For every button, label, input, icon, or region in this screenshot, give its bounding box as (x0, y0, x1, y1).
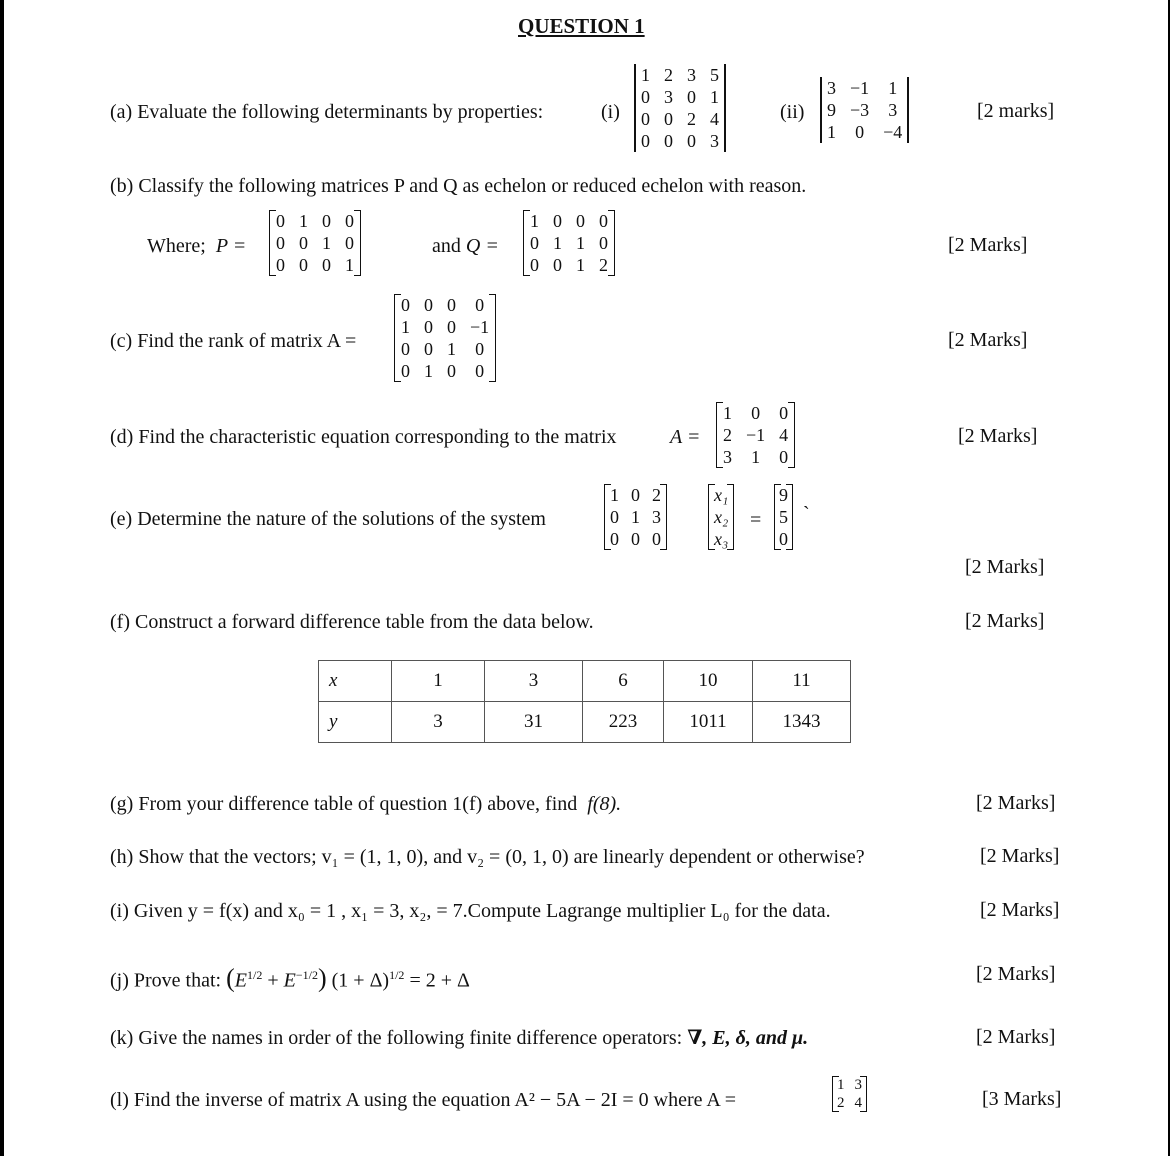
matrix-cell: 1 (610, 485, 619, 505)
table-row-x (319, 661, 851, 702)
matrix-cell: 0 (475, 295, 485, 315)
question-d-text: (d) Find the characteristic equation corresponding to the matrix (110, 426, 617, 448)
q-label: Q = (465, 235, 499, 257)
matrix-cell: 0 (401, 295, 410, 315)
question-k-body: (k) Give the names in order of the following finite difference operators: (110, 1027, 683, 1049)
matrix-cell: 0 (276, 255, 285, 275)
determinant-1 (634, 64, 726, 152)
question-k-marks: [2 Marks] (976, 1026, 1056, 1048)
determinant-2 (820, 77, 909, 143)
matrix-cell: 0 (610, 507, 619, 527)
table-row-y (319, 702, 851, 743)
y-cell: 1011 (664, 702, 753, 743)
matrix-cell: 1 (827, 122, 836, 142)
matrix-row (634, 86, 726, 108)
matrix-cell: 0 (475, 361, 485, 381)
matrix-row (716, 402, 795, 424)
matrix-row (604, 506, 667, 528)
matrix-cell: 0 (276, 233, 285, 253)
matrix-cell: 1 (530, 211, 539, 231)
matrix-cell: 0 (530, 233, 539, 253)
matrix-cell: 1 (888, 78, 898, 98)
shift-operator-e-2: E (283, 969, 296, 992)
matrix-cell: 1 (401, 317, 410, 337)
question-b-where (147, 234, 246, 258)
vector-e-x (708, 484, 734, 550)
matrix-cell: 2 (837, 1095, 845, 1111)
matrix-q (523, 210, 615, 276)
matrix-row (832, 1076, 867, 1094)
matrix-cell: 0 (345, 211, 354, 231)
matrix-cell: 0 (401, 361, 410, 381)
matrix-cell: 0 (664, 131, 673, 151)
question-h-marks: [2 Marks] (980, 845, 1060, 867)
matrix-cell: 0 (447, 295, 456, 315)
matrix-row (269, 210, 361, 232)
matrix-cell: −4 (883, 122, 903, 142)
matrix-row (269, 232, 361, 254)
matrix-cell: 1 (710, 87, 719, 107)
question-a-label-i: (i) (601, 101, 620, 123)
matrix-row (708, 506, 734, 528)
question-a-label-ii: (ii) (780, 101, 805, 123)
matrix-cell: 2 (687, 109, 696, 129)
matrix-row (269, 254, 361, 276)
matrix-cell: 0 (599, 233, 608, 253)
question-g-body: (g) From your difference table of question 1(f) above, find (110, 793, 578, 815)
shift-operator-e: E (234, 969, 247, 992)
question-b-and (432, 234, 499, 258)
question-j-prefix: (j) Prove that: (110, 969, 222, 992)
matrix-cell: 0 (424, 317, 433, 337)
matrix-c-a (394, 294, 496, 382)
matrix-row (820, 121, 909, 143)
matrix-cell: 0 (631, 485, 640, 505)
and-label: and (432, 235, 461, 257)
question-j-text: (j) Prove that: $(E^{1/2} + E^{-1/2}) (1 + \Delta)^{1/2} = 2 + \Delta$ (110, 963, 470, 993)
matrix-cell: 0 (530, 255, 539, 275)
matrix-cell: 0 (475, 339, 485, 359)
matrix-row (820, 77, 909, 99)
matrix-row (832, 1094, 867, 1112)
y-cell: 1343 (753, 702, 851, 743)
matrix-cell: 1 (424, 361, 433, 381)
where-label: Where; (147, 235, 206, 257)
matrix-cell: 1 (299, 211, 308, 231)
plus-sign: + (262, 969, 284, 992)
matrix-row (523, 210, 615, 232)
matrix-cell: 2 (599, 255, 608, 275)
matrix-row (394, 338, 496, 360)
question-d-marks: [2 Marks] (958, 425, 1038, 447)
question-l-text: (l) Find the inverse of matrix A using the equation A² − 5A − 2I = 0 where A = (110, 1089, 737, 1111)
matrix-cell: 0 (631, 529, 640, 549)
matrix-cell: 5 (779, 507, 788, 527)
matrix-cell: 1 (322, 233, 331, 253)
delta-term: (1 + Δ) (326, 969, 390, 992)
x-cell: 11 (753, 661, 851, 702)
question-f-text: (f) Construct a forward difference table from the data below. (110, 611, 594, 633)
matrix-cell: 1 (723, 403, 732, 423)
question-g-text (110, 792, 621, 816)
stray-tick: ` (803, 503, 810, 525)
page-title: QUESTION 1 (518, 14, 645, 38)
matrix-cell: 1 (345, 255, 354, 275)
y-cell: 223 (583, 702, 664, 743)
matrix-row (523, 254, 615, 276)
matrix-cell: 0 (322, 211, 331, 231)
matrix-row (820, 99, 909, 121)
question-h-text: (h) Show that the vectors; v₁ = (1, 1, 0), and v₂ = (0, 1, 0) are linearly dependent or otherwise? (110, 846, 865, 868)
matrix-cell: 3 (888, 100, 898, 120)
matrix-cell: 1 (576, 255, 585, 275)
x-cell: 6 (583, 661, 664, 702)
rhs-term: = 2 + Δ (404, 969, 470, 992)
exponent-num: 1 (246, 968, 253, 982)
matrix-l-a (832, 1076, 867, 1112)
matrix-row (774, 506, 793, 528)
matrix-cell: 9 (827, 100, 836, 120)
matrix-cell: 0 (687, 131, 696, 151)
question-b-text: (b) Classify the following matrices P and Q as echelon or reduced echelon with reason. (110, 175, 807, 197)
matrix-cell: 0 (447, 361, 456, 381)
matrix-row (774, 484, 793, 506)
matrix-row (634, 108, 726, 130)
matrix-cell: 9 (779, 485, 788, 505)
matrix-cell: 0 (855, 122, 865, 142)
matrix-cell: 0 (322, 255, 331, 275)
matrix-cell: 1 (553, 233, 562, 253)
matrix-row (634, 130, 726, 152)
matrix-cell: 0 (401, 339, 410, 359)
matrix-cell: 0 (424, 339, 433, 359)
matrix-row (394, 360, 496, 382)
question-f-marks: [2 Marks] (965, 610, 1045, 632)
x-cell: 3 (485, 661, 583, 702)
f8-expression: f(8). (587, 793, 622, 815)
matrix-cell: 0 (779, 403, 789, 423)
matrix-cell: 3 (664, 87, 673, 107)
matrix-cell: 0 (599, 211, 608, 231)
matrix-cell: 0 (345, 233, 354, 253)
x-cell: 1 (392, 661, 485, 702)
matrix-cell: 0 (576, 211, 585, 231)
question-k-text (110, 1026, 808, 1050)
row-label-y: y (319, 702, 392, 743)
matrix-row (716, 446, 795, 468)
matrix-cell: 0 (664, 109, 673, 129)
matrix-cell: 2 (664, 65, 673, 85)
matrix-cell: 3 (710, 131, 719, 151)
matrix-p (269, 210, 361, 276)
matrix-e-coeff (604, 484, 667, 550)
y-cell: 31 (485, 702, 583, 743)
vector-e-b (774, 484, 793, 550)
matrix-row (708, 528, 734, 550)
matrix-cell: x₁ (714, 485, 729, 505)
matrix-row (394, 316, 496, 338)
question-b-marks: [2 Marks] (948, 234, 1028, 256)
matrix-cell: x₂ (714, 507, 729, 527)
matrix-cell: 3 (723, 447, 732, 467)
question-l-marks: [3 Marks] (982, 1088, 1062, 1110)
matrix-cell: 0 (641, 109, 650, 129)
matrix-row (604, 484, 667, 506)
matrix-row (604, 528, 667, 550)
minus-sign: − (295, 968, 303, 982)
matrix-row (634, 64, 726, 86)
matrix-cell: 3 (854, 1077, 862, 1093)
matrix-cell: 3 (827, 78, 836, 98)
matrix-cell: 0 (687, 87, 696, 107)
matrix-row (708, 484, 734, 506)
matrix-cell: 0 (751, 403, 761, 423)
matrix-cell: 0 (641, 87, 650, 107)
question-i-text: (i) Given y = f(x) and x₀ = 1 , x₁ = 3, x₂, = 7.Compute Lagrange multiplier L₀ for the data. (110, 900, 831, 922)
matrix-cell: 0 (652, 529, 661, 549)
question-i-marks: [2 Marks] (980, 899, 1060, 921)
question-e-text: (e) Determine the nature of the solutions of the system (110, 508, 546, 530)
matrix-cell: 0 (553, 211, 562, 231)
data-table (318, 660, 851, 743)
matrix-cell: x₃ (714, 529, 729, 549)
equals-sign: = (750, 509, 762, 531)
question-e-marks: [2 Marks] (965, 556, 1045, 578)
matrix-cell: −3 (850, 100, 870, 120)
y-cell: 3 (392, 702, 485, 743)
matrix-cell: 1 (641, 65, 650, 85)
matrix-cell: 0 (641, 131, 650, 151)
matrix-cell: 4 (854, 1095, 862, 1111)
question-g-marks: [2 Marks] (976, 792, 1056, 814)
question-c-marks: [2 Marks] (948, 329, 1028, 351)
matrix-cell: 0 (447, 317, 456, 337)
matrix-cell: 1 (751, 447, 761, 467)
matrix-cell: 0 (779, 529, 788, 549)
x-cell: 10 (664, 661, 753, 702)
matrix-cell: 1 (837, 1077, 845, 1093)
matrix-cell: 0 (299, 255, 308, 275)
matrix-row (774, 528, 793, 550)
matrix-cell: 4 (710, 109, 719, 129)
matrix-cell: −1 (746, 425, 766, 445)
matrix-cell: 2 (652, 485, 661, 505)
matrix-d-a (716, 402, 795, 468)
row-label-x: x (319, 661, 392, 702)
operators-list: ∇, E, δ, and μ. (687, 1027, 809, 1049)
matrix-cell: 5 (710, 65, 719, 85)
matrix-cell: 0 (424, 295, 433, 315)
matrix-row (716, 424, 795, 446)
matrix-cell: 1 (576, 233, 585, 253)
matrix-cell: 4 (779, 425, 789, 445)
matrix-cell: −1 (850, 78, 870, 98)
matrix-cell: 0 (779, 447, 789, 467)
matrix-cell: 1 (631, 507, 640, 527)
matrix-cell: 0 (610, 529, 619, 549)
matrix-cell: 3 (652, 507, 661, 527)
p-label: P = (215, 235, 247, 257)
question-a-text: (a) Evaluate the following determinants by properties: (110, 101, 544, 123)
question-j-marks: [2 Marks] (976, 963, 1056, 985)
matrix-cell: 3 (687, 65, 696, 85)
matrix-row (394, 294, 496, 316)
question-d-a-label (670, 425, 700, 449)
matrix-cell: 2 (723, 425, 732, 445)
matrix-cell: 0 (276, 211, 285, 231)
question-c-text: (c) Find the rank of matrix A = (110, 330, 357, 352)
matrix-row (523, 232, 615, 254)
question-a-marks: [2 marks] (977, 100, 1055, 122)
exponent-den: 2 (256, 968, 263, 982)
matrix-cell: 0 (299, 233, 308, 253)
a-label: A = (670, 426, 701, 448)
matrix-cell: 1 (447, 339, 456, 359)
matrix-cell: −1 (470, 317, 490, 337)
matrix-cell: 0 (553, 255, 562, 275)
